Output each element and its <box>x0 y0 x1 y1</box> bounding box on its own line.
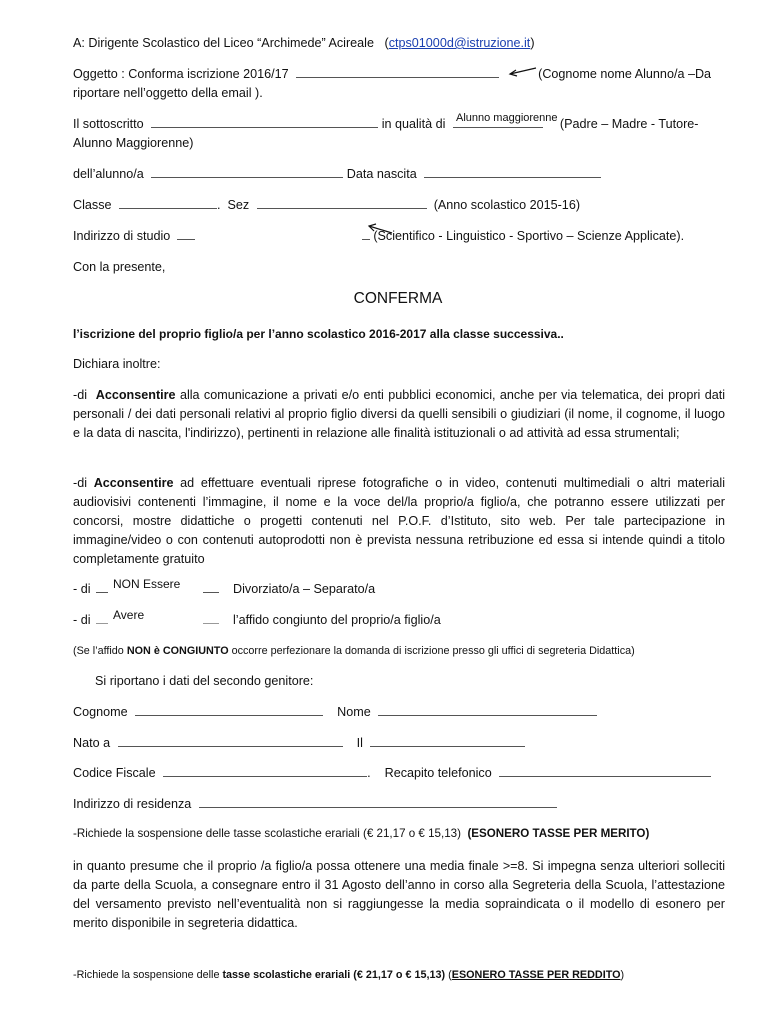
subject-note: (Cognome nome Alunno/a –Da <box>538 67 712 81</box>
school-year: (Anno scolastico 2015-16) <box>433 198 581 212</box>
recipient-line: A: Dirigente Scolastico del Liceo “Archimede” Acireale (ctps01000d@istruzione.it) <box>73 36 535 50</box>
arrow-icon <box>507 65 537 77</box>
parent2-name-line: Cognome Nome <box>73 704 597 720</box>
signer-line <box>73 116 699 132</box>
phone-blank[interactable] <box>499 765 711 777</box>
role-options-2: Alunno Maggiorenne) <box>73 136 194 150</box>
subject-prefix: Oggetto : Conforma iscrizione 2016/17 <box>73 67 289 81</box>
custody-note: (Se l’affido NON è CONGIUNTO occorre perfezionare la domanda di iscrizione presso gli uffici di segreteria Didattica) <box>73 645 635 657</box>
class-blank[interactable] <box>119 197 217 209</box>
birth-date-blank[interactable] <box>424 166 601 178</box>
consent-2-bold: Acconsentire <box>93 476 174 490</box>
choice-2-fill: Avere <box>113 608 145 622</box>
confirm-text: l’iscrizione del proprio figlio/a per l’anno scolastico 2016-2017 alla classe successiva.. <box>73 327 564 341</box>
choice-1-fill: NON Essere <box>113 577 181 591</box>
consent-2: -di Acconsentire ad effettuare eventuali riprese fotografiche o in video, contenuti multimediali o altri materiali audiovisivi contenenti l’immagine, il nome e la voce del/la proprio/a figlio/a, che potranno essere utilizzati per concorsi, mostre didattiche o progetti contenuti nel P.O.F. d’Istituto, sito web. Per tale partecipazione in immagine/video o con contenuti autoprodotti non è prevista nessuna retribuzione ed essa si intende quindi a titolo completamente gratuito <box>73 476 725 566</box>
study-label: Indirizzo di studio <box>73 229 171 243</box>
address-blank[interactable] <box>199 796 557 808</box>
role-options: (Padre – Madre - Tutore- <box>559 117 699 131</box>
study-options: (Scientifico - Linguistico - Sportivo – Scienze Applicate). <box>373 229 685 243</box>
role-blank[interactable] <box>453 116 543 128</box>
choice-1-line: - di Divorziato/a – Separato/a <box>73 582 376 596</box>
email-link[interactable]: ctps01000d@istruzione.it <box>388 36 531 50</box>
consent-1-bold: Acconsentire <box>95 388 176 402</box>
birth-label: Data nascita <box>346 167 417 181</box>
subject-note-2: riportare nell’oggetto della email ). <box>73 86 263 100</box>
role-label: in qualità di <box>381 117 446 131</box>
student-name-blank[interactable] <box>151 166 343 178</box>
class-line: Classe . Sez (Anno scolastico 2015-16) <box>73 198 581 212</box>
choice-1-text: Divorziato/a – Separato/a <box>233 582 376 596</box>
birthplace-blank[interactable] <box>118 735 343 747</box>
parent2-address-line: Indirizzo di residenza <box>73 796 557 812</box>
birth-date-2-blank[interactable] <box>370 735 525 747</box>
subject-blank[interactable] <box>296 66 499 78</box>
parent2-birth-line: Nato a Il <box>73 735 525 751</box>
confirm-title: CONFERMA <box>353 290 443 307</box>
signer-label: Il sottoscritto <box>73 117 144 131</box>
choice-2-blank-a[interactable] <box>96 612 108 624</box>
merit-text: in quanto presume che il proprio /a figlio/a possa ottenere una media finale >=8. Si impegna senza ulteriori solleciti da parte della Scuola, a consegnare entro il 31 Agosto dell’anno in corso alla Segreteria della Scuola, l’attestazione del versamento previsto nell’eventualità non si raggiungesse la media sopraindicata o il modello di esonero per merito disponibile in segreteria didattica. <box>73 859 725 930</box>
surname-blank[interactable] <box>135 704 323 716</box>
role-fill: Alunno maggiorenne <box>456 112 558 124</box>
tax-code-blank[interactable] <box>163 765 367 777</box>
choice-1-blank-b[interactable] <box>203 581 219 593</box>
study-blank-1[interactable] <box>177 228 195 240</box>
income-request: -Richiede la sospensione delle tasse scolastiche erariali (€ 21,17 o € 15,13) (ESONERO TASSE PER REDDITO) <box>73 969 625 981</box>
merit-request: -Richiede la sospensione delle tasse scolastiche erariali (€ 21,17 o € 15,13) (ESONERO TASSE PER MERITO) <box>73 827 650 840</box>
choice-2-line: - di l’affido congiunto del proprio/a figlio/a <box>73 613 441 627</box>
first-name-blank[interactable] <box>378 704 597 716</box>
declare-intro: Dichiara inoltre: <box>73 357 161 371</box>
recipient: A: Dirigente Scolastico del Liceo “Archimede” Acireale <box>73 36 374 50</box>
choice-2-text: l’affido congiunto del proprio/a figlio/a <box>233 613 441 627</box>
choice-1-blank-a[interactable] <box>96 581 108 593</box>
class-label: Classe <box>73 198 112 212</box>
consent-1: -di Acconsentire alla comunicazione a privati e/o enti pubblici economici, anche per via telematica, dei propri dati personali / dei dati personali relativi al proprio figlio diversi da quelli sensibili o giudiziari (il nome, il cognome, il luogo e la data di nascita, l'indirizzo), pertinenti in relazione alle finalità istituzionali o ad attività ad essa strumentali; <box>73 388 725 440</box>
choice-2-blank-b[interactable] <box>203 612 219 624</box>
intro-text: Con la presente, <box>73 260 166 274</box>
student-line <box>73 166 601 182</box>
parent2-tax-line: Codice Fiscale . Recapito telefonico <box>73 765 711 781</box>
subject-line <box>73 66 711 82</box>
signer-name-blank[interactable] <box>151 116 378 128</box>
section-blank[interactable] <box>257 197 427 209</box>
section-label: Sez <box>227 198 250 212</box>
arrow-icon <box>366 222 394 236</box>
student-label: dell’alunno/a <box>73 167 144 181</box>
parent2-heading: Si riportano i dati del secondo genitore: <box>95 674 314 688</box>
